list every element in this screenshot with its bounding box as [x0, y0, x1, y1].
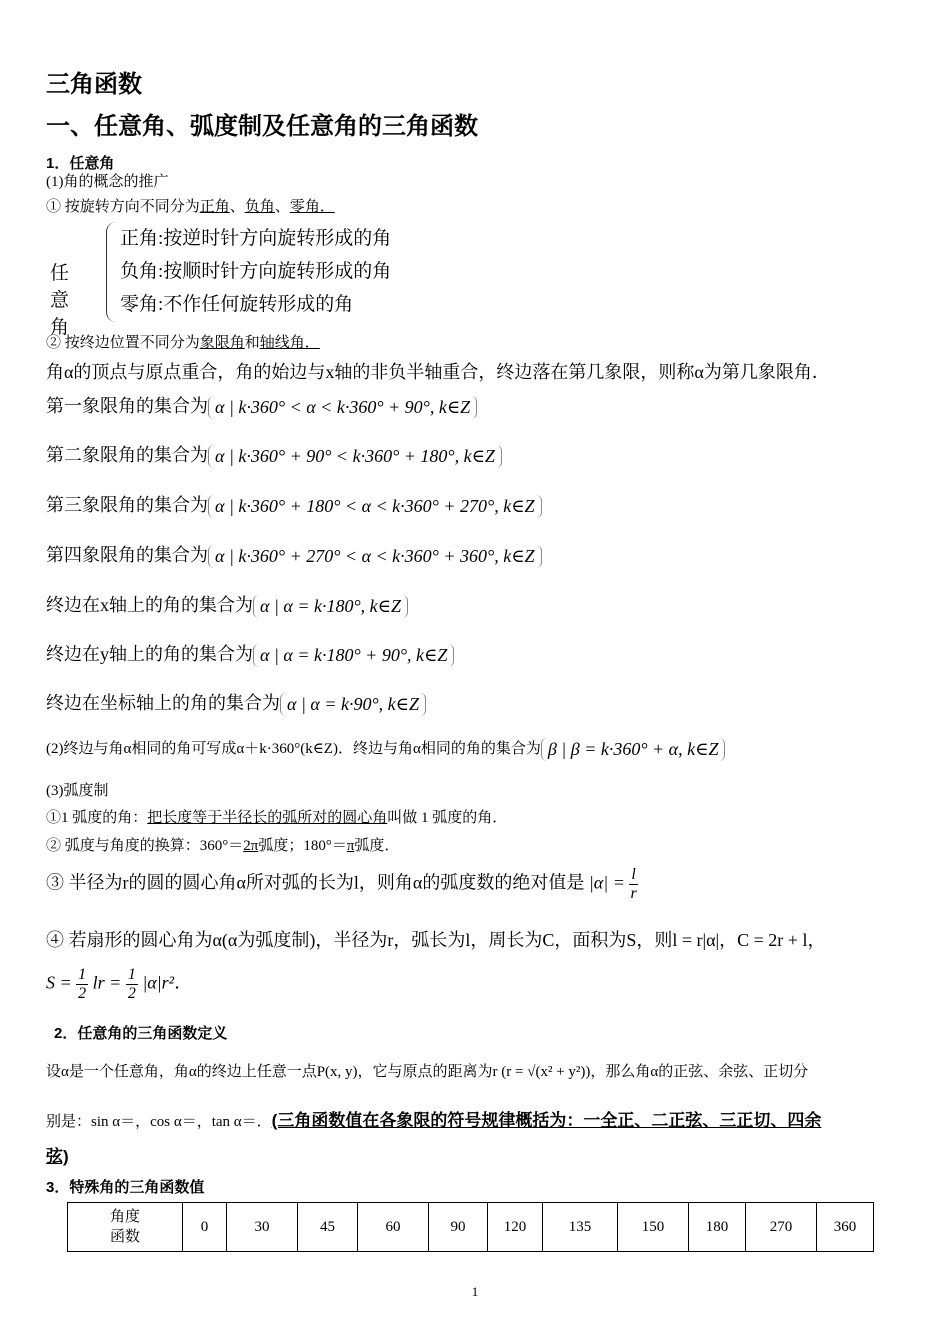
set-y-axis [46, 640, 454, 667]
text-segment: ① 按旋转方向不同分为 [46, 199, 200, 215]
fraction-l-over-r [629, 866, 637, 903]
table-cell: 60 [358, 1203, 429, 1252]
para-trig-definition: 设α是一个任意角，角α的终边上任意一点P(x, y)，它与原点的距离为r (r = √(x² + y²))，那么角α的正弦、余弦、正切分 [46, 1064, 809, 1080]
table-cell: 360 [817, 1203, 874, 1252]
table-cell: 120 [488, 1203, 543, 1252]
text-segment: ② 按终边位置不同分为 [46, 335, 200, 351]
separator: 、 [229, 199, 245, 215]
set-expression: α | k·360° + 270° < α < k·360° + 360°, k∈Z [208, 545, 542, 568]
para-arc-length [46, 866, 638, 903]
numerator: 1 [127, 966, 136, 983]
text-segment: 别是：sin α＝，cos α＝，tan α＝． [46, 1114, 272, 1130]
para-coterminal-angles [46, 737, 725, 761]
text-segment: ② 弧度与角度的换算：360°＝ [46, 838, 244, 854]
heading-special-angles: 3．特殊角的三角函数值 [46, 1179, 205, 1196]
set-expression: α | α = k·90°, k∈Z [280, 693, 426, 716]
denominator: r [630, 885, 637, 902]
denominator: 2 [78, 985, 87, 1002]
numerator: l [631, 866, 636, 883]
heading-arbitrary-angle: 1．任意角 [46, 155, 115, 172]
set-expression: β | β = k·360° + α, k∈Z [541, 738, 726, 761]
section-title: 一、任意角、弧度制及任意角的三角函数 [46, 113, 478, 140]
para-rotation-direction [46, 195, 335, 216]
table-cell: 30 [227, 1203, 298, 1252]
term-quadrant-angle: 象限角 [199, 335, 245, 351]
term-negative-angle: 负角 [244, 199, 275, 215]
table-cell: 270 [746, 1203, 817, 1252]
term-radian-definition: 把长度等于半径长的弧所对的圆心角 [147, 810, 388, 826]
para-quadrant-definition: 角α的顶点与原点重合，角的始边与x轴的非负半轴重合，终边落在第几象限，则称α为第几象限角． [46, 362, 830, 382]
fraction-half [126, 966, 138, 1003]
set-coordinate-axes [46, 689, 426, 716]
set-label: 终边在坐标轴上的角的集合为 [46, 693, 280, 713]
text-segment: 弧度；180°＝ [258, 838, 347, 854]
value-two-pi: 2π [243, 838, 259, 854]
set-label: 终边在x轴上的角的集合为 [46, 595, 253, 615]
set-fourth-quadrant [46, 541, 542, 568]
set-expression: α | α = k·180° + 90°, k∈Z [253, 644, 454, 667]
set-first-quadrant [46, 392, 477, 419]
value-pi: π [346, 838, 355, 854]
curly-brace [106, 222, 117, 322]
denominator: 2 [127, 985, 136, 1002]
set-expression: α | k·360° + 90° < k·360° + 180°, k∈Z [208, 445, 502, 468]
term-axis-angle: 轴线角． [259, 335, 320, 351]
set-second-quadrant [46, 441, 502, 468]
separator: 、 [274, 199, 290, 215]
brace-items [120, 222, 391, 321]
set-third-quadrant [46, 491, 542, 518]
text-segment: 叫做 1 弧度的角． [387, 810, 508, 826]
table-cell: 180 [689, 1203, 746, 1252]
abs-alpha: |α| = [588, 872, 625, 893]
header-angle: 角度 [109, 1209, 140, 1225]
para-one-radian [46, 806, 507, 827]
table-row [68, 1203, 874, 1252]
para-radian-heading: (3)弧度制 [46, 783, 109, 799]
brace-item: 零角:不作任何旋转形成的角 [120, 294, 354, 315]
heading-trig-definition: 2．任意角的三角函数定义 [54, 1025, 228, 1042]
para-sign-rule-end [46, 1142, 69, 1167]
table-cell: 150 [618, 1203, 689, 1252]
brace-item: 正角:按逆时针方向旋转形成的角 [120, 228, 392, 249]
set-x-axis [46, 591, 408, 618]
para-trig-values [46, 1106, 821, 1131]
table-cell: 45 [298, 1203, 358, 1252]
formula-part: lr = [92, 972, 122, 993]
table-cell: 135 [543, 1203, 618, 1252]
para-sector: ④ 若扇形的圆心角为α(α为弧度制)，半径为r，弧长为l，周长为C，面积为S，则l = r|α|，C = 2r + l， [46, 930, 826, 950]
sign-rule-end: 弦) [46, 1147, 69, 1166]
set-expression: α | k·360° < α < k·360° + 90°, k∈Z [208, 396, 477, 419]
sign-rule: (三角函数值在各象限的符号规律概括为：一全正、二正弦、三正切、四余 [271, 1111, 822, 1130]
fraction-half [76, 966, 88, 1003]
page-title: 三角函数 [46, 71, 142, 98]
set-expression: α | α = k·180°, k∈Z [253, 595, 408, 618]
page-number: 1 [471, 1284, 479, 1299]
set-label: 第四象限角的集合为 [46, 545, 208, 565]
set-label: 第一象限角的集合为 [46, 396, 208, 416]
set-label: 第二象限角的集合为 [46, 445, 208, 465]
term-zero-angle: 零角． [289, 199, 335, 215]
numerator: 1 [78, 966, 87, 983]
para-conversion [46, 834, 399, 855]
text-segment: ③ 半径为r的圆的圆心角α所对弧的长为l，则角α的弧度数的绝对值是 [46, 872, 585, 893]
special-angle-table [67, 1202, 874, 1252]
text-segment: (2)终边与角α相同的角可写成α＋k·360°(k∈Z)．终边与角α相同的角的集合为 [46, 741, 541, 757]
header-function: 函数 [109, 1229, 140, 1245]
table-cell: 90 [429, 1203, 488, 1252]
formula-part: |α|r²． [142, 972, 193, 993]
brace-label: 任意角 [50, 263, 70, 338]
table-cell: 0 [183, 1203, 227, 1252]
brace-item: 负角:按顺时针方向旋转形成的角 [120, 261, 392, 282]
text-segment: 弧度． [354, 838, 400, 854]
set-label: 第三象限角的集合为 [46, 495, 208, 515]
formula-part: S = [46, 972, 72, 993]
para-angle-concept: (1)角的概念的推广 [46, 174, 169, 190]
table-header-cell [68, 1203, 183, 1252]
formula-sector-area [46, 966, 192, 1003]
text-segment: ①1 弧度的角： [46, 810, 148, 826]
para-terminal-position [46, 331, 320, 352]
set-label: 终边在y轴上的角的集合为 [46, 644, 253, 664]
text-segment: 和 [244, 335, 260, 351]
term-positive-angle: 正角 [199, 199, 230, 215]
set-expression: α | k·360° + 180° < α < k·360° + 270°, k∈Z [208, 495, 542, 518]
